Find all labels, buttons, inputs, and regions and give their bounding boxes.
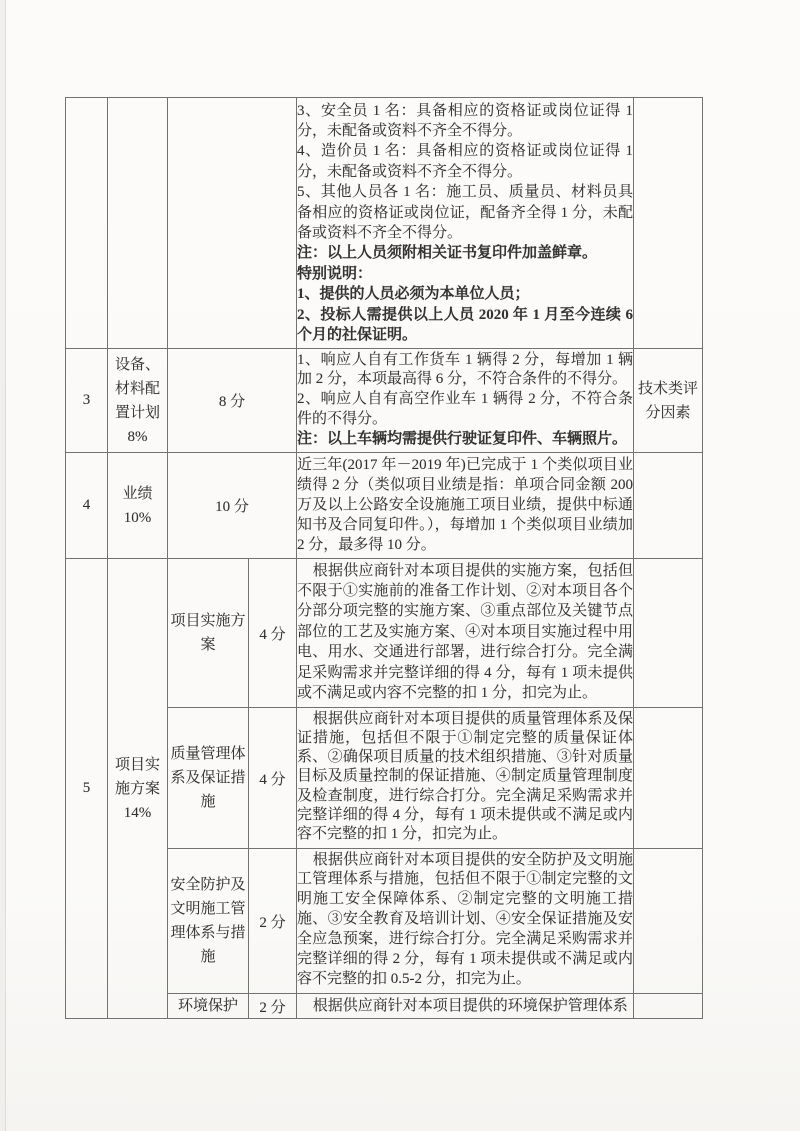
item-name-cell (108, 559, 168, 1019)
item-weight-label: 8% (127, 428, 148, 445)
item-weight-label: 10% (123, 509, 152, 526)
criteria-cell (297, 994, 634, 1019)
item-name-cell (108, 349, 168, 453)
seq-cell: 4 (66, 453, 108, 559)
criteria-paragraph: 5、其他人员各 1 名：施工员、质量员、材料员具备相应的资格证或岗位证，配备齐全得 1 分，未配备或资料不齐全不得分。 (297, 184, 633, 241)
factor-type-cell-empty (634, 453, 703, 559)
seq-cell: 3 (66, 349, 108, 453)
score-cell: 10 分 (168, 453, 297, 559)
criteria-paragraph: 3、安全员 1 名：具备相应的资格证或岗位证得 1 分，未配备或资料不齐全不得分。 (297, 102, 633, 139)
criteria-paragraph: 根据供应商针对本项目提供的质量管理体系及保证措施，包括但不限于①制定完整的质量保证体系、②确保项目质量的技术组织措施、③针对质量目标及质量控制的保证措施、④制定质量管理制度及检查制度，进行综合打分。完全满足采购需求并完整详细的得 4 分，每有 1 项未提供或不满足或内容不完整的扣 1 分，扣完为止。 (297, 710, 633, 843)
factor-type-cell-empty (634, 994, 703, 1019)
item-name-label: 设备、材料配置计划 (114, 356, 160, 421)
criteria-paragraph: 根据供应商针对本项目提供的环境保护管理体系 (312, 997, 628, 1014)
evaluation-criteria-table (65, 97, 703, 1019)
sub-item-name-cell: 质量管理体系及保证措施 (168, 708, 249, 849)
criteria-paragraph: 根据供应商针对本项目提供的实施方案，包括但不限于①实施前的准备工作计划、②对本项目各个分部分项完整的实施方案、③重点部位及关键节点部位的工艺及实施方案、④对本项目实施过程中用电、用水、交通进行部署，进行综合打分。完全满足采购需求并完整详细的得 4 分，每有 1 项未提供或不满足或内容不完整的扣 1 分，扣完为止。 (297, 562, 633, 701)
sub-item-name-cell: 环境保护 (168, 994, 249, 1019)
item-name-cell-empty (108, 98, 168, 349)
score-cell: 2 分 (249, 849, 297, 994)
factor-type-cell-empty (634, 708, 703, 849)
item-weight-label: 14% (123, 804, 152, 821)
criteria-paragraph: 4、造价员 1 名：具备相应的资格证或岗位证得 1 分，未配备或资料不齐全不得分。 (297, 143, 633, 180)
table-row-continuation (66, 98, 703, 349)
score-cell: 4 分 (249, 559, 297, 708)
criteria-cell (297, 559, 634, 708)
item-name-cell (108, 453, 168, 559)
criteria-cell (297, 349, 634, 453)
table-row-3 (66, 349, 703, 453)
factor-type-cell-empty (634, 849, 703, 994)
sub-item-name-cell: 安全防护及文明施工管理体系与措施 (168, 849, 249, 994)
item-name-label: 业绩 (122, 485, 153, 502)
criteria-paragraph: 近三年(2017 年－2019 年)已完成于 1 个类似项目业绩得 2 分（类似项目业绩是指：单项合同金额 200 万及以上公路安全设施施工项目业绩，提供中标通知书及合同复印件。），每增加 1 个类似项目业绩加 2 分，最多得 10 分。 (297, 456, 633, 554)
criteria-note-paragraph: 2、投标人需提供以上人员 2020 年 1 月至今连续 6 个月的社保证明。 (297, 306, 633, 343)
table-row-4 (66, 453, 703, 559)
criteria-cell (297, 708, 634, 849)
paper-edge-line (5, 0, 6, 1131)
table-row-5-sub-1 (66, 559, 703, 708)
seq-cell-empty (66, 98, 108, 349)
criteria-paragraph: 1、响应人自有工作货车 1 辆得 2 分，每增加 1 辆加 2 分，本项最高得 6 分，不符合条件的不得分。 (297, 351, 633, 388)
criteria-note-paragraph: 1、提供的人员必须为本单位人员； (297, 286, 530, 303)
factor-type-cell: 技术类评分因素 (634, 349, 703, 453)
item-name-label: 项目实施方案 (114, 756, 160, 797)
seq-cell: 5 (66, 559, 108, 1019)
criteria-cell (297, 849, 634, 994)
criteria-paragraph: 2、响应人自有高空作业车 1 辆得 2 分，不符合条件的不得分。 (297, 391, 633, 427)
factor-type-cell-empty (634, 559, 703, 708)
score-cell: 2 分 (249, 994, 297, 1019)
criteria-note-paragraph: 注：以上人员须附相关证书复印件加盖鲜章。 (297, 245, 598, 262)
sub-item-name-cell: 项目实施方案 (168, 559, 249, 708)
criteria-cell (297, 453, 634, 559)
factor-type-cell-empty (634, 98, 703, 349)
criteria-special-note-heading: 特别说明： (297, 265, 373, 282)
score-cell-empty (168, 98, 297, 349)
score-cell: 4 分 (249, 708, 297, 849)
criteria-note-paragraph: 注：以上车辆均需提供行驶证复印件、车辆照片。 (297, 430, 628, 447)
criteria-paragraph: 根据供应商针对本项目提供的安全防护及文明施工管理体系与措施，包括但不限于①制定完整的文明施工安全保障体系、②制定完整的文明施工措施、③安全教育及培训计划、④安全保证措施及安全应急预案，进行综合打分。完全满足采购需求并完整详细的得 2 分，每有 1 项未提供或不满足或内容不完整的扣 0.5-2 分，扣完为止。 (297, 851, 633, 987)
criteria-cell (297, 98, 634, 349)
score-cell: 8 分 (168, 349, 297, 453)
